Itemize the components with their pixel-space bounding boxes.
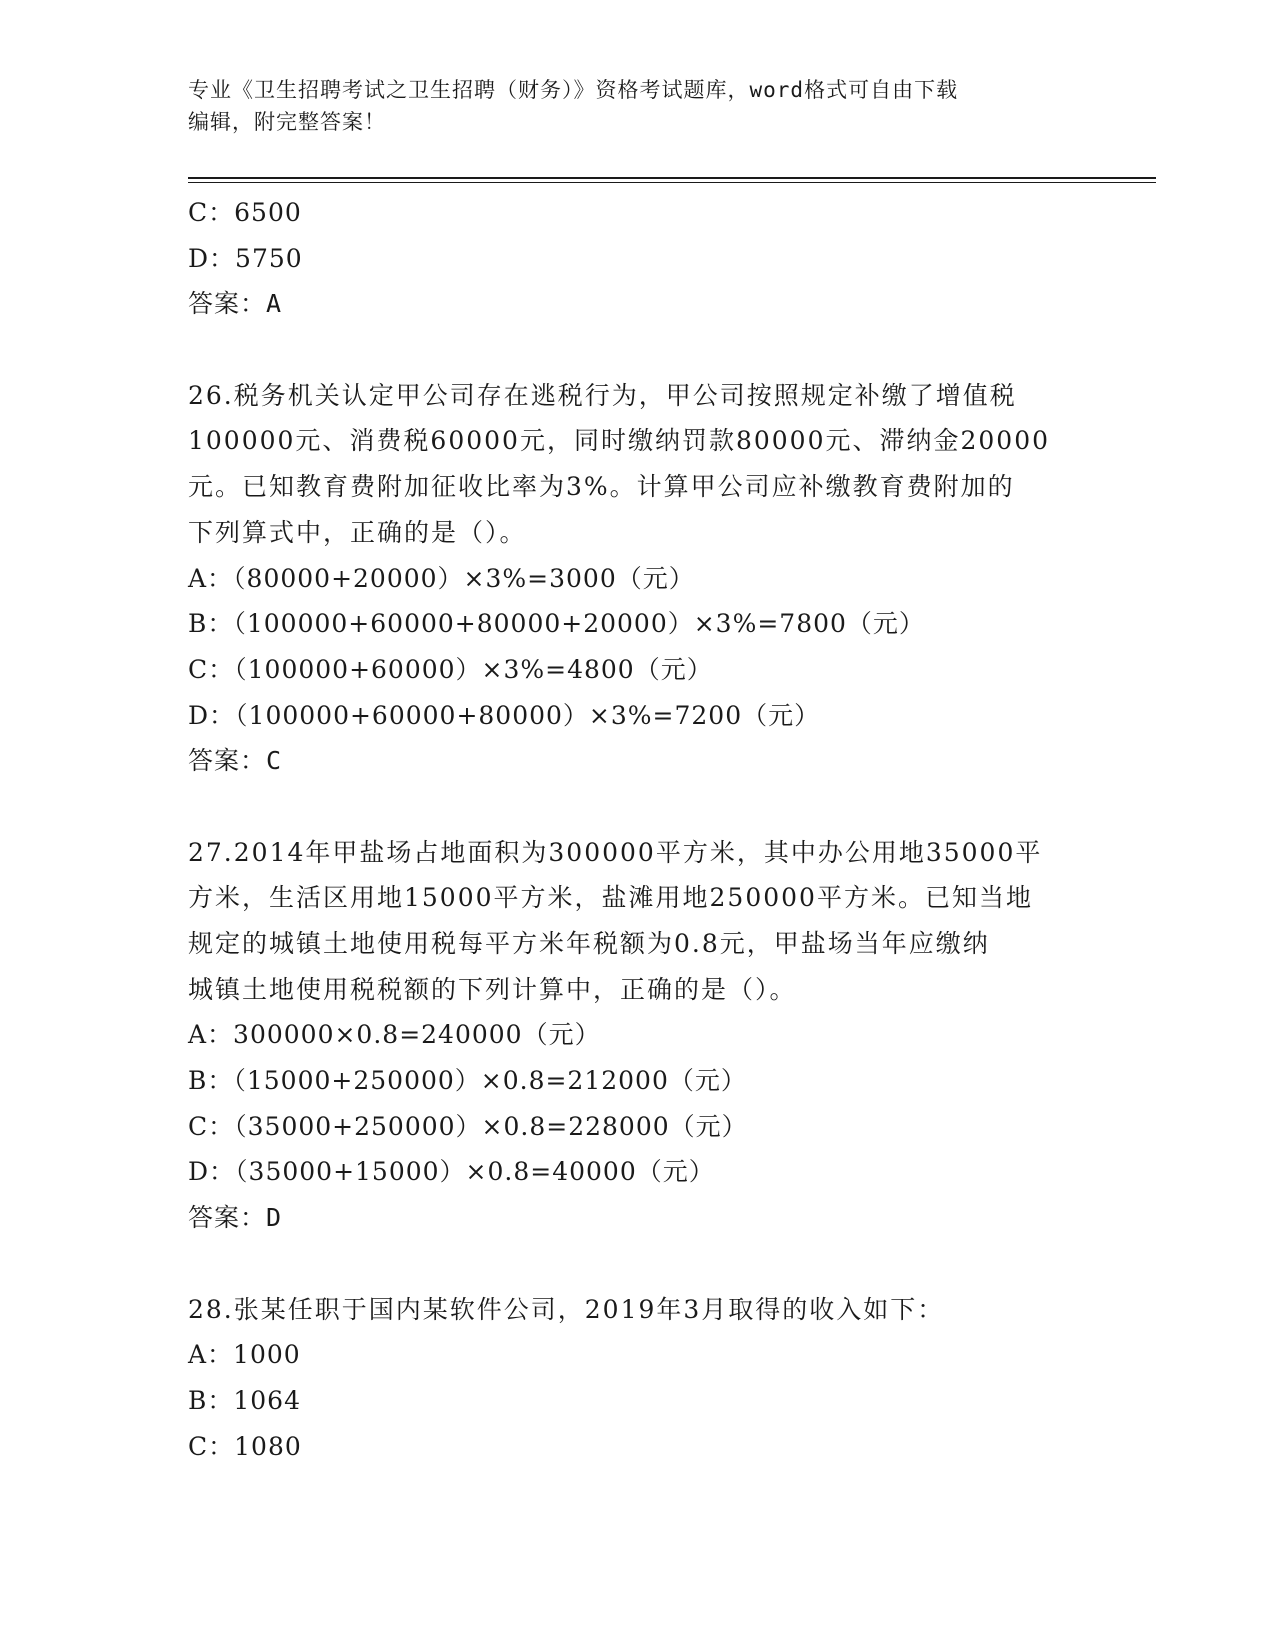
spacer <box>188 327 1088 373</box>
question-text <box>188 1287 1088 1333</box>
option-b: B：（15000+250000）×0.8=212000（元） <box>188 1066 747 1096</box>
option-d: D：（100000+60000+80000）×3%=7200（元） <box>188 700 821 730</box>
question-27 <box>188 830 1088 1241</box>
question-line: 元。已知教育费附加征收比率为3%。计算甲公司应补缴教育费附加的 <box>188 472 1015 502</box>
question-line: 城镇土地使用税税额的下列计算中，正确的是（）。 <box>188 974 797 1004</box>
answer-line: 答案：C <box>188 746 283 776</box>
question-content <box>188 190 1088 1469</box>
question-line: 100000元、消费税60000元，同时缴纳罚款80000元、滞纳金20000 <box>188 426 1051 456</box>
option-b: B：1064 <box>188 1385 301 1415</box>
option-d: D：（35000+15000）×0.8=40000（元） <box>188 1157 715 1187</box>
previous-question-tail <box>188 190 1088 327</box>
answer-line: 答案：A <box>188 289 283 319</box>
header-rule-thin <box>188 182 1156 183</box>
option-d: D：5750 <box>188 243 303 273</box>
question-line: 26.税务机关认定甲公司存在逃税行为，甲公司按照规定补缴了增值税 <box>188 380 1017 410</box>
answer-line: 答案：D <box>188 1203 283 1233</box>
question-line: 规定的城镇土地使用税每平方米年税额为0.8元，甲盐场当年应缴纳 <box>188 929 990 958</box>
spacer <box>188 784 1088 830</box>
question-26 <box>188 373 1088 784</box>
option-c: C：（100000+60000）×3%=4800（元） <box>188 654 713 684</box>
header-rule-thick <box>188 177 1156 179</box>
option-c: C：（35000+250000）×0.8=228000（元） <box>188 1111 748 1141</box>
option-a: A：300000×0.8=240000（元） <box>188 1020 601 1050</box>
question-line: 方米，生活区用地15000平方米，盐滩用地250000平方米。已知当地 <box>188 883 1033 913</box>
question-line: 27.2014年甲盐场占地面积为300000平方米，其中办公用地35000平 <box>188 837 1043 867</box>
question-28 <box>188 1287 1088 1470</box>
option-a: A：1000 <box>188 1340 301 1370</box>
option-c: C：1080 <box>188 1431 302 1461</box>
question-text <box>188 373 1088 556</box>
spacer <box>188 1241 1088 1287</box>
header-line-1: 专业《卫生招聘考试之卫生招聘（财务）》资格考试题库，word格式可自由下载 <box>188 78 959 102</box>
question-line: 28.张某任职于国内某软件公司，2019年3月取得的收入如下： <box>188 1294 945 1324</box>
option-b: B：（100000+60000+80000+20000）×3%=7800（元） <box>188 609 925 639</box>
header-line-2: 编辑，附完整答案！ <box>188 110 386 134</box>
option-a: A：（80000+20000）×3%=3000（元） <box>188 563 695 593</box>
document-header <box>188 74 1088 138</box>
question-text <box>188 830 1088 1013</box>
option-c: C：6500 <box>188 198 302 227</box>
question-line: 下列算式中，正确的是（）。 <box>188 517 527 547</box>
